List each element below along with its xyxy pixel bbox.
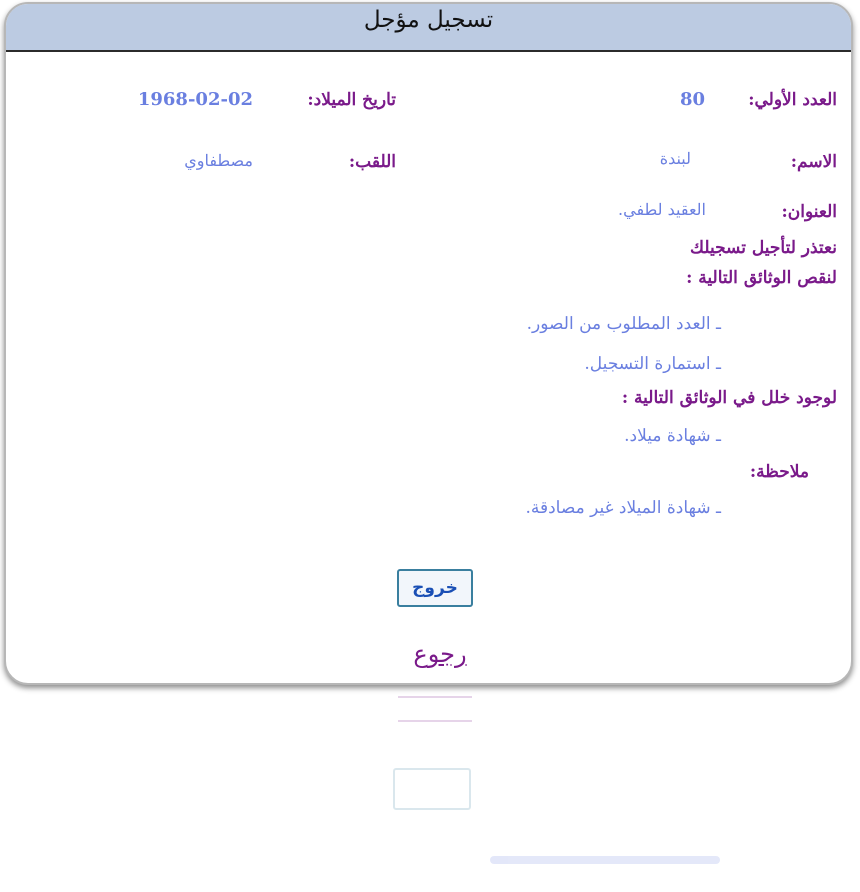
address-label: العنوان: <box>781 202 837 222</box>
birth-date-value: 1968-02-02 <box>137 89 253 110</box>
defect-item-birth-certificate: ـ شهادة ميلاد. <box>624 426 721 446</box>
note-label: ملاحظة: <box>749 462 809 482</box>
panel-reflection <box>0 688 860 892</box>
apology-message: نعتذر لتأجيل تسجيلك <box>690 238 837 258</box>
back-link[interactable]: رجوع <box>413 640 467 668</box>
reflected-note-line <box>490 856 720 864</box>
missing-documents-heading: لنقص الوثائق التالية : <box>686 268 837 288</box>
reflected-back-link <box>398 696 472 722</box>
defect-documents-heading: لوجود خلل في الوثائق التالية : <box>621 388 837 408</box>
missing-item-photos: ـ العدد المطلوب من الصور. <box>526 314 721 334</box>
registration-panel <box>4 2 853 685</box>
first-name-value: لبندة <box>659 149 691 168</box>
birth-date-label: تاريخ الميلاد: <box>307 90 396 110</box>
note-item-unauthenticated: ـ شهادة الميلاد غير مصادقة. <box>525 498 721 518</box>
page-title: تسجيل مؤجل <box>363 7 494 33</box>
last-name-label: اللقب: <box>348 152 396 172</box>
title-bar <box>6 4 851 52</box>
missing-item-form: ـ استمارة التسجيل. <box>584 354 721 374</box>
reflected-exit-button <box>393 768 471 810</box>
last-name-value: مصطفاوي <box>184 151 253 170</box>
first-name-label: الاسم: <box>790 152 837 172</box>
address-value: العقيد لطفي. <box>618 200 706 219</box>
initial-number-label: العدد الأولي: <box>748 90 837 110</box>
exit-button[interactable]: خروج <box>397 569 473 607</box>
initial-number-value: 80 <box>679 89 705 110</box>
